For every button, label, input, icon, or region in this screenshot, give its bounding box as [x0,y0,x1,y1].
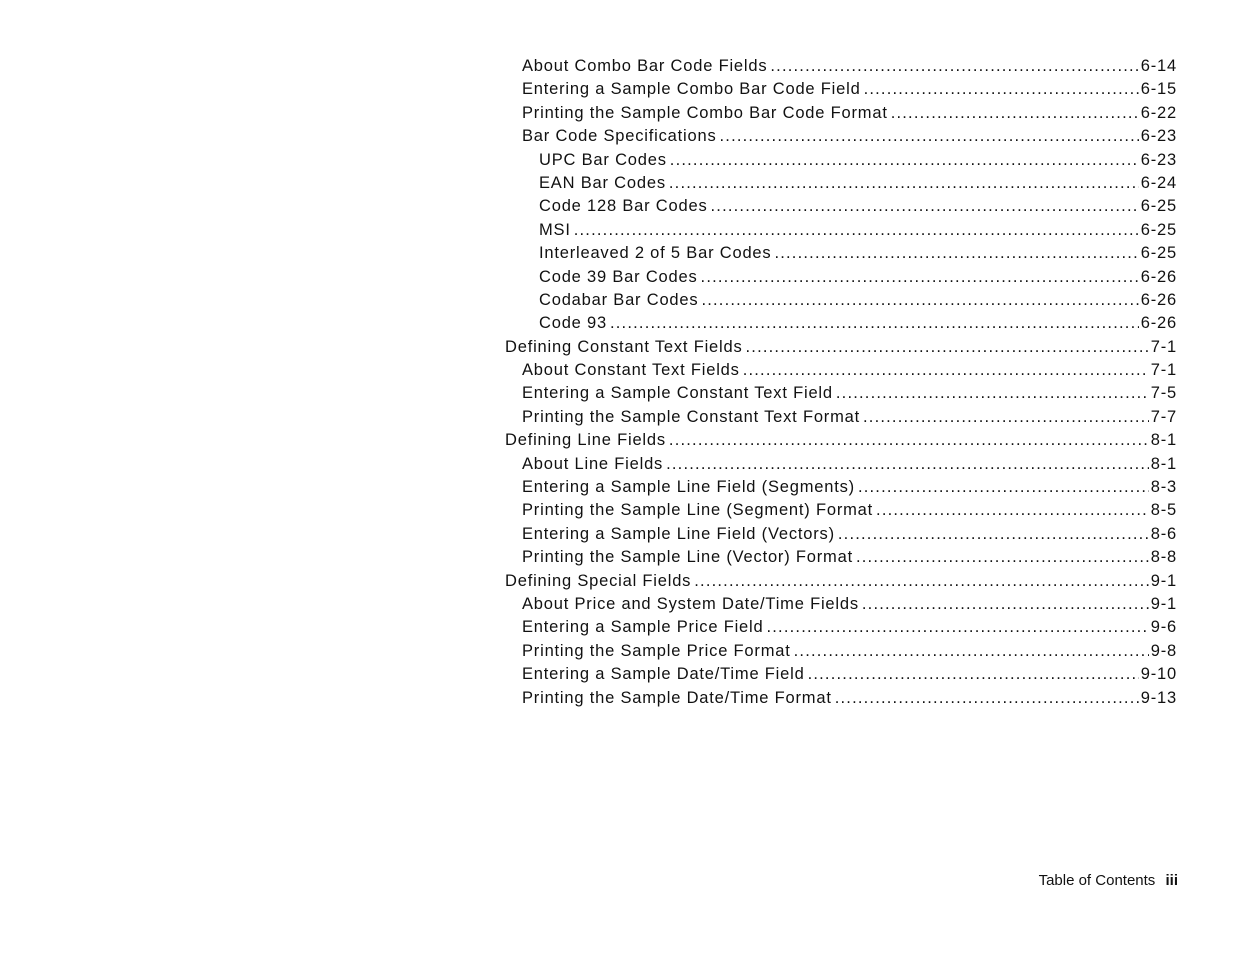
toc-dot-leader [743,359,1149,382]
toc-entry[interactable] [505,406,1177,429]
toc-dot-leader [669,172,1139,195]
toc-entry[interactable] [505,523,1177,546]
toc-entry[interactable] [505,242,1177,265]
toc-entry[interactable] [505,499,1177,522]
toc-entry-page: 9-8 [1150,641,1177,660]
toc-entry-title: Code 128 Bar Codes [539,197,708,216]
toc-entry-page: 6-22 [1140,103,1177,122]
toc-entry-title: Code 93 [539,314,607,333]
toc-dot-leader [891,102,1139,125]
toc-dot-leader [864,78,1139,101]
toc-entry[interactable] [505,289,1177,312]
toc-entry-title: EAN Bar Codes [539,173,666,192]
toc-entry-page: 7-7 [1150,407,1177,426]
toc-entry-title: Defining Line Fields [505,431,666,450]
toc-entry[interactable] [505,266,1177,289]
toc-entry-title: Printing the Sample Price Format [522,641,791,660]
toc-entry[interactable] [505,687,1177,710]
toc-entry-page: 6-25 [1140,197,1177,216]
toc-entry-page: 6-26 [1140,314,1177,333]
toc-entry-title: About Price and System Date/Time Fields [522,594,859,613]
toc-entry-page: 9-10 [1140,665,1177,684]
toc-entry-page: 6-24 [1140,173,1177,192]
toc-entry[interactable] [505,219,1177,242]
toc-dot-leader [863,406,1149,429]
toc-entry-page: 8-5 [1150,501,1177,520]
toc-dot-leader [862,593,1149,616]
toc-entry-page: 9-1 [1150,571,1177,590]
toc-entry-page: 9-6 [1150,618,1177,637]
toc-entry-title: About Line Fields [522,454,664,473]
toc-dot-leader [720,125,1139,148]
toc-entry-page: 6-23 [1140,127,1177,146]
toc-entry[interactable] [505,593,1177,616]
toc-entry-title: Bar Code Specifications [522,127,717,146]
toc-entry[interactable] [505,336,1177,359]
toc-entry-title: Entering a Sample Date/Time Field [522,665,805,684]
toc-dot-leader [701,266,1139,289]
toc-entry-title: Codabar Bar Codes [539,290,699,309]
toc-entry[interactable] [505,453,1177,476]
toc-entry-title: Code 39 Bar Codes [539,267,698,286]
toc-dot-leader [746,336,1149,359]
toc-entry-title: Printing the Sample Line (Segment) Format [522,501,874,520]
page-footer [1039,872,1178,889]
toc-entry-page: 7-1 [1150,361,1177,380]
toc-entry[interactable] [505,546,1177,569]
toc-entry[interactable] [505,102,1177,125]
toc-entry-title: Entering a Sample Line Field (Segments) [522,478,855,497]
toc-dot-leader [766,616,1148,639]
toc-entry-title: MSI [539,220,571,239]
toc-dot-leader [711,195,1139,218]
toc-entry-page: 6-25 [1140,220,1177,239]
toc-entry[interactable] [505,359,1177,382]
toc-entry[interactable] [505,195,1177,218]
toc-dot-leader [669,429,1149,452]
toc-entry-page: 8-8 [1150,548,1177,567]
toc-dot-leader [670,149,1139,172]
toc-entry[interactable] [505,640,1177,663]
toc-entry[interactable] [505,312,1177,335]
toc-entry-page: 9-13 [1140,688,1177,707]
toc-entry-title: UPC Bar Codes [539,150,667,169]
toc-entry-title: Entering a Sample Constant Text Field [522,384,833,403]
toc-entry-title: Printing the Sample Combo Bar Code Format [522,103,888,122]
toc-entry-page: 9-1 [1150,594,1177,613]
toc-entry-page: 8-1 [1150,431,1177,450]
toc-entry-page: 8-6 [1150,524,1177,543]
toc-entry-page: 7-5 [1150,384,1177,403]
toc-entry[interactable] [505,125,1177,148]
toc-entry-title: Printing the Sample Date/Time Format [522,688,832,707]
toc-entry[interactable] [505,172,1177,195]
toc-entry-title: About Combo Bar Code Fields [522,57,768,75]
toc-entry-page: 7-1 [1150,337,1177,356]
toc-dot-leader [794,640,1149,663]
toc-dot-leader [808,663,1139,686]
toc-entry-page: 6-25 [1140,244,1177,263]
toc-dot-leader [774,242,1138,265]
toc-entry[interactable] [505,476,1177,499]
toc-dot-leader [770,55,1138,78]
toc-dot-leader [610,312,1139,335]
toc-entry-title: Entering a Sample Combo Bar Code Field [522,80,861,99]
toc-dot-leader [574,219,1139,242]
toc-entry-title: Defining Special Fields [505,571,692,590]
toc-entry-title: Defining Constant Text Fields [505,337,743,356]
toc-dot-leader [856,546,1149,569]
toc-entry-title: Entering a Sample Price Field [522,618,764,637]
toc-entry-page: 6-23 [1140,150,1177,169]
toc-entry[interactable] [505,663,1177,686]
toc-entry-page: 8-3 [1150,478,1177,497]
toc-entry-title: Printing the Sample Constant Text Format [522,407,861,426]
footer-section-title: Table of Contents [1038,872,1156,889]
toc-entry[interactable] [505,429,1177,452]
footer-page-number: iii [1165,872,1178,889]
toc-entry-title: Entering a Sample Line Field (Vectors) [522,524,835,543]
toc-entry-page: 6-14 [1140,57,1177,75]
toc-entry-page: 6-26 [1140,290,1177,309]
toc-dot-leader [836,382,1149,405]
toc-dot-leader [694,570,1149,593]
toc-entry[interactable] [505,55,1177,78]
toc-entry-title: Interleaved 2 of 5 Bar Codes [539,244,772,263]
toc-entry-title: Printing the Sample Line (Vector) Format [522,548,853,567]
toc-entry[interactable] [505,149,1177,172]
table-of-contents [505,55,1177,710]
toc-dot-leader [876,499,1149,522]
toc-entry[interactable] [505,382,1177,405]
toc-dot-leader [666,453,1149,476]
toc-entry-page: 6-15 [1140,80,1177,99]
toc-entry-page: 6-26 [1140,267,1177,286]
toc-dot-leader [701,289,1138,312]
toc-entry[interactable] [505,78,1177,101]
toc-entry-title: About Constant Text Fields [522,361,740,380]
toc-dot-leader [835,687,1139,710]
toc-dot-leader [838,523,1149,546]
toc-entry[interactable] [505,570,1177,593]
toc-entry[interactable] [505,616,1177,639]
toc-entry-page: 8-1 [1150,454,1177,473]
toc-dot-leader [858,476,1149,499]
